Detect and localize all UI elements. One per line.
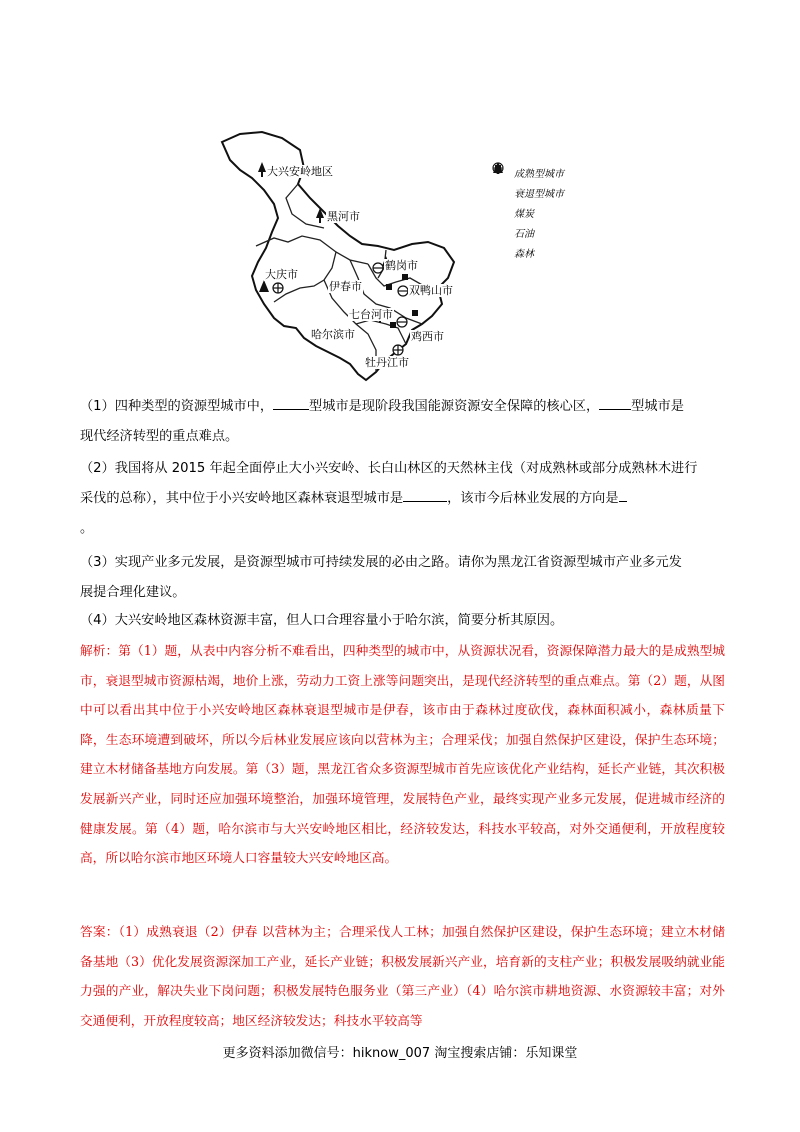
answer-text: 答案：（1）成熟衰退（2）伊春 以营林为主；合理采伐人工林；加强自然保护区建设，保护生态环境；建立木材储备基地（3）优化发展资源深加工产业，延长产业链；积极发展新兴产业，培育新的支柱产业；积极发展吸纳就业能力强的产业，解决失业下岗问题；积极发展特色服务业（第三产业）（4）哈尔滨市耕地资源、水资源较丰富；对外交通便利，开放程度较高；地区经济较发达；科技水平较高等	[80, 924, 725, 1028]
question-4	[80, 606, 720, 636]
question-text: ，该市今后林业发展的方向是	[447, 491, 619, 506]
legend-item	[492, 242, 612, 262]
map-label-yichun: 伊春市	[329, 280, 362, 293]
legend-label: 森林	[514, 248, 534, 260]
legend-item	[492, 222, 612, 242]
map-label-shuangyashan: 双鸭山市	[409, 284, 453, 297]
question-text: 型城市是	[631, 399, 684, 414]
map-label-hegang: 鹤岗市	[385, 259, 418, 272]
answer-blank	[273, 395, 309, 410]
legend-label: 成熟型城市	[514, 168, 564, 180]
map-label-qitaihe: 七台河市	[349, 308, 393, 321]
heilongjiang-resource-city-map	[200, 128, 600, 390]
legend-item	[492, 162, 612, 182]
question-text: （1）四种类型的资源型城市中，	[80, 399, 274, 414]
map-label-daxinganling: 大兴安岭地区	[267, 165, 333, 178]
question-text: 现代经济转型的重点难点。	[80, 429, 239, 444]
answer-blank	[403, 487, 447, 502]
answer-blank	[619, 487, 627, 502]
map-label-haerbin: 哈尔滨市	[311, 328, 355, 341]
map-label-daqing: 大庆市	[265, 268, 298, 281]
answer-blank	[599, 395, 631, 410]
question-2	[80, 454, 720, 544]
question-text: 采伐的总称），其中位于小兴安岭地区森林衰退型城市是	[80, 491, 404, 506]
question-text: 展提合理化建议。	[80, 585, 186, 600]
question-text: （3）实现产业多元发展，是资源型城市可持续发展的必由之路。请你为黑龙江省资源型城市产业多元发	[80, 555, 682, 570]
legend-item	[492, 182, 612, 202]
map-legend	[492, 162, 612, 262]
oil-icon	[259, 280, 269, 292]
map-label-mudanjiang: 牡丹江市	[365, 356, 409, 369]
map-label-jixi: 鸡西市	[411, 330, 444, 343]
legend-label: 煤炭	[514, 208, 534, 220]
legend-item	[492, 202, 612, 222]
footer-text: 更多资料添加微信号：hiknow_007 淘宝搜索店铺：乐知课堂	[222, 1046, 578, 1061]
analysis-text: 解析：第（1）题，从表中内容分析不难看出，四种类型的城市中，从资源状况看，资源保障潜力最大的是成熟型城市，衰退型城市资源枯竭，地价上涨，劳动力工资上涨等问题突出，是现代经济转型的重点难点。第（2）题，从图中可以看出其中位于小兴安岭地区森林衰退型城市是伊春，该市由于森林过度砍伐，森林面积减小，森林质量下降，生态环境遭到破坏，所以今后林业发展应该向以营林为主；合理采伐；加强自然保护区建设，保护生态环境；建立木材储备基地方向发展。第（3）题，黑龙江省众多资源型城市首先应该优化产业结构，延长产业链，其次积极发展新兴产业，同时还应加强环境整治，加强环境管理，发展特色产业，最终实现产业多元发展，促进城市经济的健康发展。第（4）题，哈尔滨市与大兴安岭地区相比，经济较发达，科技水平较高，对外交通便利，开放程度较高，所以哈尔滨市地区环境人口容量较大兴安岭地区高。	[80, 643, 725, 866]
question-text: （4）大兴安岭地区森林资源丰富，但人口合理容量小于哈尔滨，简要分析其原因。	[80, 613, 564, 628]
question-3	[80, 548, 720, 608]
question-text: 型城市是现阶段我国能源资源安全保障的核心区，	[309, 399, 600, 414]
map-label-heihe: 黑河市	[327, 210, 360, 223]
legend-label: 衰退型城市	[514, 188, 564, 200]
legend-label: 石油	[514, 228, 534, 240]
question-text: （2）我国将从 2015 年起全面停止大小兴安岭、长白山林区的天然林主伐（对成熟林或部分成熟林木进行	[80, 461, 698, 476]
question-1	[80, 392, 720, 452]
question-text: 。	[80, 521, 94, 536]
